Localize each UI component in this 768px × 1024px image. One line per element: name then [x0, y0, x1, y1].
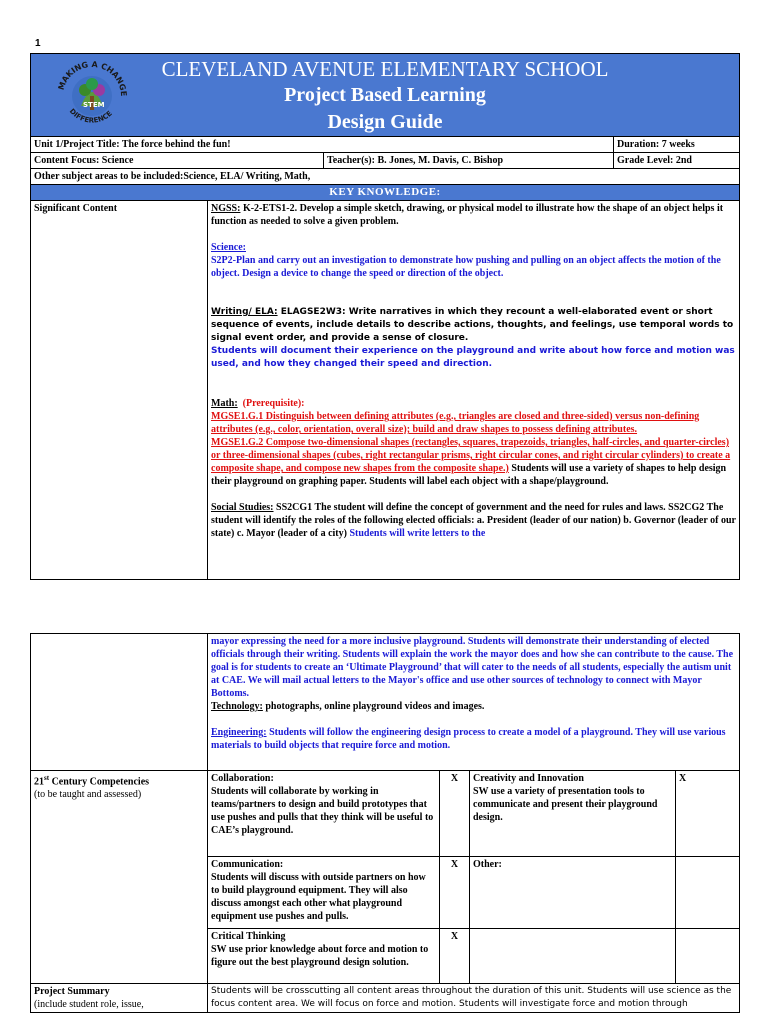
header-title: Design Guide [327, 111, 443, 133]
design-guide-table-page1 [30, 53, 740, 580]
duration: Duration: 7 weeks [614, 137, 740, 153]
stem-logo-icon [53, 56, 131, 134]
social-studies-student: Students will write letters to the [349, 528, 486, 539]
creativity-mark: X [676, 771, 740, 857]
empty-cell-b [676, 929, 740, 984]
svg-text:STEM: STEM [83, 101, 105, 109]
collaboration-cell: Collaboration: Students will collaborate by working in teams/partners to design and build prototypes that use pushes and pulls that they think will be useful to CAE’s playground. [208, 771, 440, 857]
teachers: Teacher(s): B. Jones, M. Davis, C. Bishop [324, 153, 614, 169]
other-cell: Other: [470, 857, 676, 929]
communication-cell: Communication: Students will discuss with outside partners on how to build playground equipment. They will also discuss amongst each other what playground equipment use pushes and pulls. [208, 857, 440, 929]
math-standard-g2: MGSE1.G.2 Compose two-dimensional shapes (rectangles, squares, trapezoids, triangles, half-circles, and quarter-circles) or three-dimensional shapes (cubes, right rectangular prisms, right circular cones, and right circular cylinders) to create a composite shape, and compose new shapes from the composite shape.) [211, 437, 731, 474]
math-label: Math: [211, 398, 238, 409]
project-summary-text: Students will be crosscutting all content areas throughout the duration of this unit. Students will use science as the focus content area. We will focus on force and motion. Students will investigate force and motion through [208, 984, 740, 1013]
key-knowledge-heading: KEY KNOWLEDGE: [31, 185, 740, 201]
project-summary-label: Project Summary (include student role, issue, [31, 984, 208, 1013]
grade-level: Grade Level: 2nd [614, 153, 740, 169]
writing-student-text: Students will document their experience on the playground and write about how force and motion was used, and how they changed their speed and direction. [211, 346, 735, 369]
design-guide-table-page2 [30, 633, 740, 1013]
technology-text: photographs, online playground videos and images. [262, 701, 485, 712]
significant-content-continued [208, 634, 740, 771]
significant-content-body [208, 201, 740, 580]
social-studies-text: SS2CG1 The student will define the concept of government and the need for rules and laws. SS2CG2 The student will identify the roles of the following elected officials: a. President (leader of our nation) b. Governor (leader of our state) c. Mayor (leader of a city) [211, 502, 736, 539]
math-standard-g1: MGSE1.G.1 Distinguish between defining attributes (e.g., triangles are closed and three-sided) versus non-defining attributes (e.g., color, orientation, overall size); build and draw shapes to possess defining attributes. [211, 411, 700, 435]
critical-thinking-cell: Critical Thinking SW use prior knowledge about force and motion to figure out the best playground design solution. [208, 929, 440, 984]
content-focus: Content Focus: Science [31, 153, 324, 169]
continued-text: mayor expressing the need for a more inclusive playground. Students will demonstrate their understanding of elected officials through their writing. Students will explain the work the mayor does and how she can contribute to the cause. The goal is for students to create an ‘Ultimate Playground’ that will cater to the needs of all students, especially the autism unit at CAE. We will mail actual letters to the Mayor's office and use other sources of technology to connect with Mayor Bottoms. [211, 636, 734, 699]
competencies-sub: (to be taught and assessed) [34, 789, 142, 801]
communication-mark: X [440, 857, 470, 929]
technology-label: Technology: [211, 701, 263, 712]
collaboration-mark: X [440, 771, 470, 857]
svg-text:DIFFERENCE: DIFFERENCE [67, 107, 114, 125]
writing-text: ELAGSE2W3: Write narratives in which they recount a well-elaborated event or short sequence of events, include details to describe actions, thoughts, and feelings, use temporal words to signal event order, and provide a sense of closure. [211, 307, 734, 343]
svg-text:MAKING A CHANGE: MAKING A CHANGE [56, 59, 129, 97]
ngss-text: K-2-ETS1-2. Develop a simple sketch, drawing, or physical model to illustrate how the shape of an object helps it function as needed to solve a given problem. [211, 203, 724, 227]
empty-cell-a [470, 929, 676, 984]
math-student-text: Students will use a variety of shapes to help design their playground on graphing paper. Students will label each object with a shape/playground. [211, 463, 727, 487]
blank-label-cell [31, 634, 208, 771]
competencies-label-cell: 21st Century Competencies (to be taught and assessed) [31, 771, 208, 984]
other-subjects: Other subject areas to be included:Science, ELA/ Writing, Math, [31, 169, 740, 185]
unit-title: Unit 1/Project Title: The force behind the fun! [31, 137, 614, 153]
critical-thinking-mark: X [440, 929, 470, 984]
creativity-cell: Creativity and Innovation SW use a variety of presentation tools to communicate and present their playground design. [470, 771, 676, 857]
science-text: S2P2-Plan and carry out an investigation to demonstrate how pushing and pulling on an object affects the motion of the object. Design a device to change the speed or direction of the object. [211, 255, 721, 279]
social-studies-label: Social Studies: [211, 502, 274, 513]
ngss-label: NGSS: [211, 203, 241, 214]
page-number: 1 [35, 38, 41, 49]
header-subtitle: Project Based Learning [284, 84, 486, 106]
other-mark-cell [676, 857, 740, 929]
science-label: Science: [211, 242, 246, 253]
writing-label: Writing/ ELA: [211, 307, 278, 317]
math-prereq: (Prerequisite): [242, 398, 305, 409]
engineering-label: Engineering: [211, 727, 267, 738]
header-banner [31, 54, 740, 137]
engineering-text: Students will follow the engineering design process to create a model of a playground. They will use various materials to build objects that require force and motion. [211, 727, 726, 751]
significant-content-label: Significant Content [31, 201, 208, 580]
school-name: CLEVELAND AVENUE ELEMENTARY SCHOOL [161, 57, 609, 81]
